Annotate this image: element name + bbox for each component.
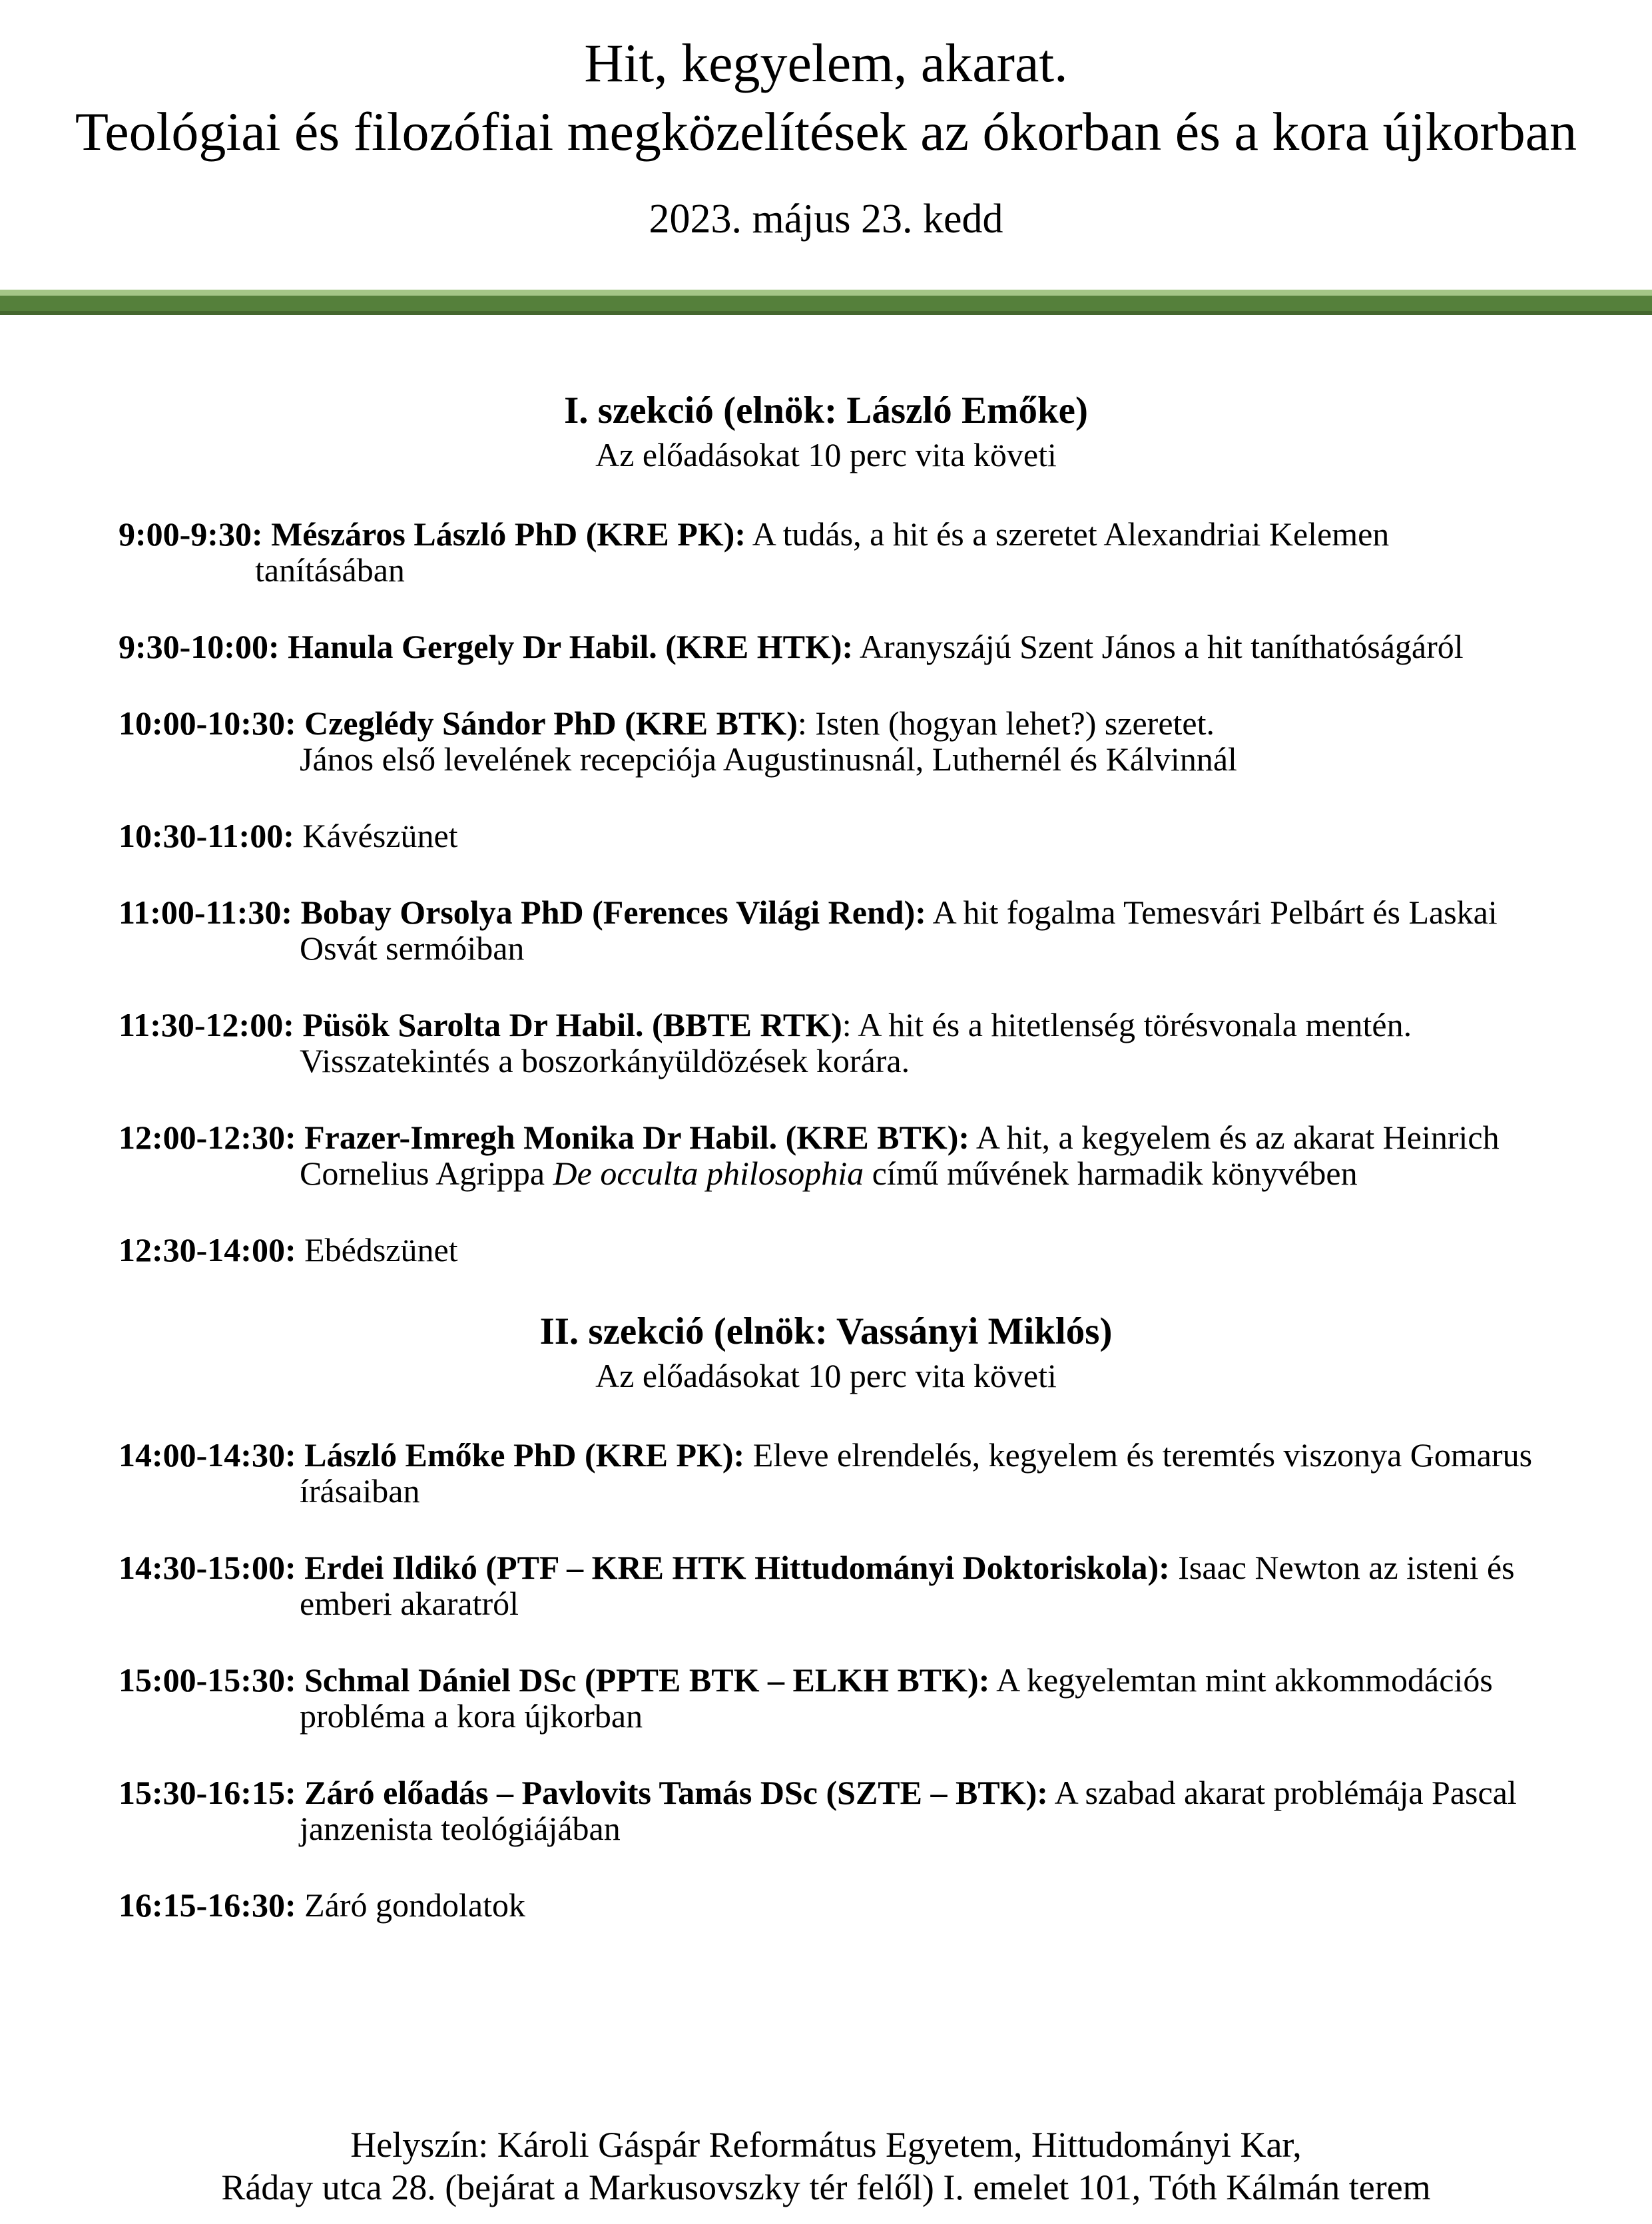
venue-footer — [0, 2123, 1652, 2209]
entry-time-speaker: 10:30-11:00: — [119, 817, 294, 854]
entry-topic-continuation: Cornelius Agrippa De occulta philosophia című művének harmadik könyvében — [300, 1155, 1358, 1192]
event-date: 2023. május 23. kedd — [649, 196, 1003, 242]
entry-topic: A tudás, a hit és a szeretet Alexandriai Kelemen — [745, 515, 1390, 553]
entry-topic: Ebédszünet — [296, 1231, 458, 1268]
entry-topic-continuation: probléma a kora újkorban — [300, 1697, 643, 1735]
program-entry — [0, 1549, 1652, 1621]
divider-bar — [0, 290, 1652, 315]
entry-topic-continuation: János első levelének recepciója Augustinusnál, Luthernél és Kálvinnál — [300, 740, 1237, 778]
entry-time-speaker: 14:30-15:00: Erdei Ildikó (PTF – KRE HTK Hittudományi Doktoriskola): — [119, 1549, 1170, 1586]
entry-topic: Eleve elrendelés, kegyelem és teremtés viszonya Gomarus — [744, 1436, 1533, 1474]
program-entry — [0, 894, 1652, 966]
venue-line-1: Helyszín: Károli Gáspár Református Egyetem, Hittudományi Kar, — [350, 2125, 1302, 2165]
entry-topic-continuation: Osvát sermóiban — [300, 930, 525, 967]
program-entry — [0, 629, 1652, 665]
entry-time-speaker: 10:00-10:30: Czeglédy Sándor PhD (KRE BTK) — [119, 704, 798, 742]
section-1 — [0, 388, 1652, 1268]
entry-topic-continuation: írásaiban — [300, 1472, 420, 1510]
entry-topic-continuation: tanításában — [255, 551, 405, 589]
page-title-line-2: Teológiai és filozófiai megközelítések az ókorban és a kora újkorban — [75, 101, 1577, 162]
divider-strip-light — [0, 290, 1652, 296]
venue-line-2: Ráday utca 28. (bejárat a Markusovszky tér felől) I. emelet 101, Tóth Kálmán terem — [221, 2167, 1431, 2207]
section-1-note: Az előadásokat 10 perc vita követi — [595, 436, 1057, 473]
divider-strip-main — [0, 296, 1652, 311]
entry-time-speaker: 11:30-12:00: Püsök Sarolta Dr Habil. (BBTE RTK) — [119, 1006, 842, 1043]
entry-topic: A hit fogalma Temesvári Pelbárt és Laskai — [926, 894, 1498, 931]
section-2-note: Az előadásokat 10 perc vita követi — [595, 1357, 1057, 1394]
entry-time-speaker: 11:00-11:30: Bobay Orsolya PhD (Ferences Világi Rend): — [119, 894, 926, 931]
entry-topic: Záró gondolatok — [296, 1886, 525, 1924]
program-entry — [0, 1119, 1652, 1191]
program-entry — [0, 1887, 1652, 1923]
program-entry — [0, 705, 1652, 777]
entry-topic: : Isten (hogyan lehet?) szeretet. — [797, 704, 1215, 742]
entry-topic-continuation: Visszatekintés a boszorkányüldözések korára. — [300, 1042, 910, 1079]
entry-time-speaker: 12:00-12:30: Frazer-Imregh Monika Dr Habil. (KRE BTK): — [119, 1119, 970, 1156]
entry-topic: Isaac Newton az isteni és — [1169, 1549, 1515, 1586]
page-title — [0, 0, 1652, 166]
page-title-line-1: Hit, kegyelem, akarat. — [584, 33, 1068, 93]
entry-topic: Kávészünet — [294, 817, 458, 854]
section-1-heading: I. szekció (elnök: László Emőke) — [564, 390, 1088, 431]
entry-time-speaker: 12:30-14:00: — [119, 1231, 296, 1268]
entry-topic: A kegyelemtan mint akkommodációs — [989, 1661, 1493, 1699]
program-entry — [0, 1437, 1652, 1509]
work-title-italic: De occulta philosophia — [553, 1155, 864, 1192]
entry-topic: A hit, a kegyelem és az akarat Heinrich — [969, 1119, 1500, 1156]
entry-topic-continuation: emberi akaratról — [300, 1585, 519, 1622]
section-2-program-list — [0, 1437, 1652, 1923]
program-entry — [0, 818, 1652, 854]
program-entry — [0, 1232, 1652, 1268]
program-entry — [0, 1662, 1652, 1734]
section-2 — [0, 1308, 1652, 1923]
entry-topic: A szabad akarat problémája Pascal — [1047, 1774, 1517, 1811]
entry-time-speaker: 15:30-16:15: Záró előadás – Pavlovits Tamás DSc (SZTE – BTK): — [119, 1774, 1048, 1811]
entry-topic: Aranyszájú Szent János a hit taníthatóságáról — [853, 628, 1464, 665]
entry-topic-continuation: janzenista teológiájában — [300, 1810, 621, 1847]
program-entry — [0, 516, 1652, 588]
entry-time-speaker: 14:00-14:30: László Emőke PhD (KRE PK): — [119, 1436, 745, 1474]
entry-time-speaker: 16:15-16:30: — [119, 1886, 296, 1924]
program-entry — [0, 1775, 1652, 1846]
entry-time-speaker: 9:30-10:00: Hanula Gergely Dr Habil. (KRE HTK): — [119, 628, 854, 665]
entry-topic: : A hit és a hitetlenség törésvonala mentén. — [842, 1006, 1412, 1043]
entry-time-speaker: 9:00-9:30: Mészáros László PhD (KRE PK): — [119, 515, 746, 553]
section-1-program-list — [0, 516, 1652, 1268]
entry-time-speaker: 15:00-15:30: Schmal Dániel DSc (PPTE BTK – ELKH BTK): — [119, 1661, 990, 1699]
divider-strip-dark — [0, 311, 1652, 315]
program-entry — [0, 1007, 1652, 1079]
section-2-heading: II. szekció (elnök: Vassányi Miklós) — [539, 1310, 1113, 1352]
